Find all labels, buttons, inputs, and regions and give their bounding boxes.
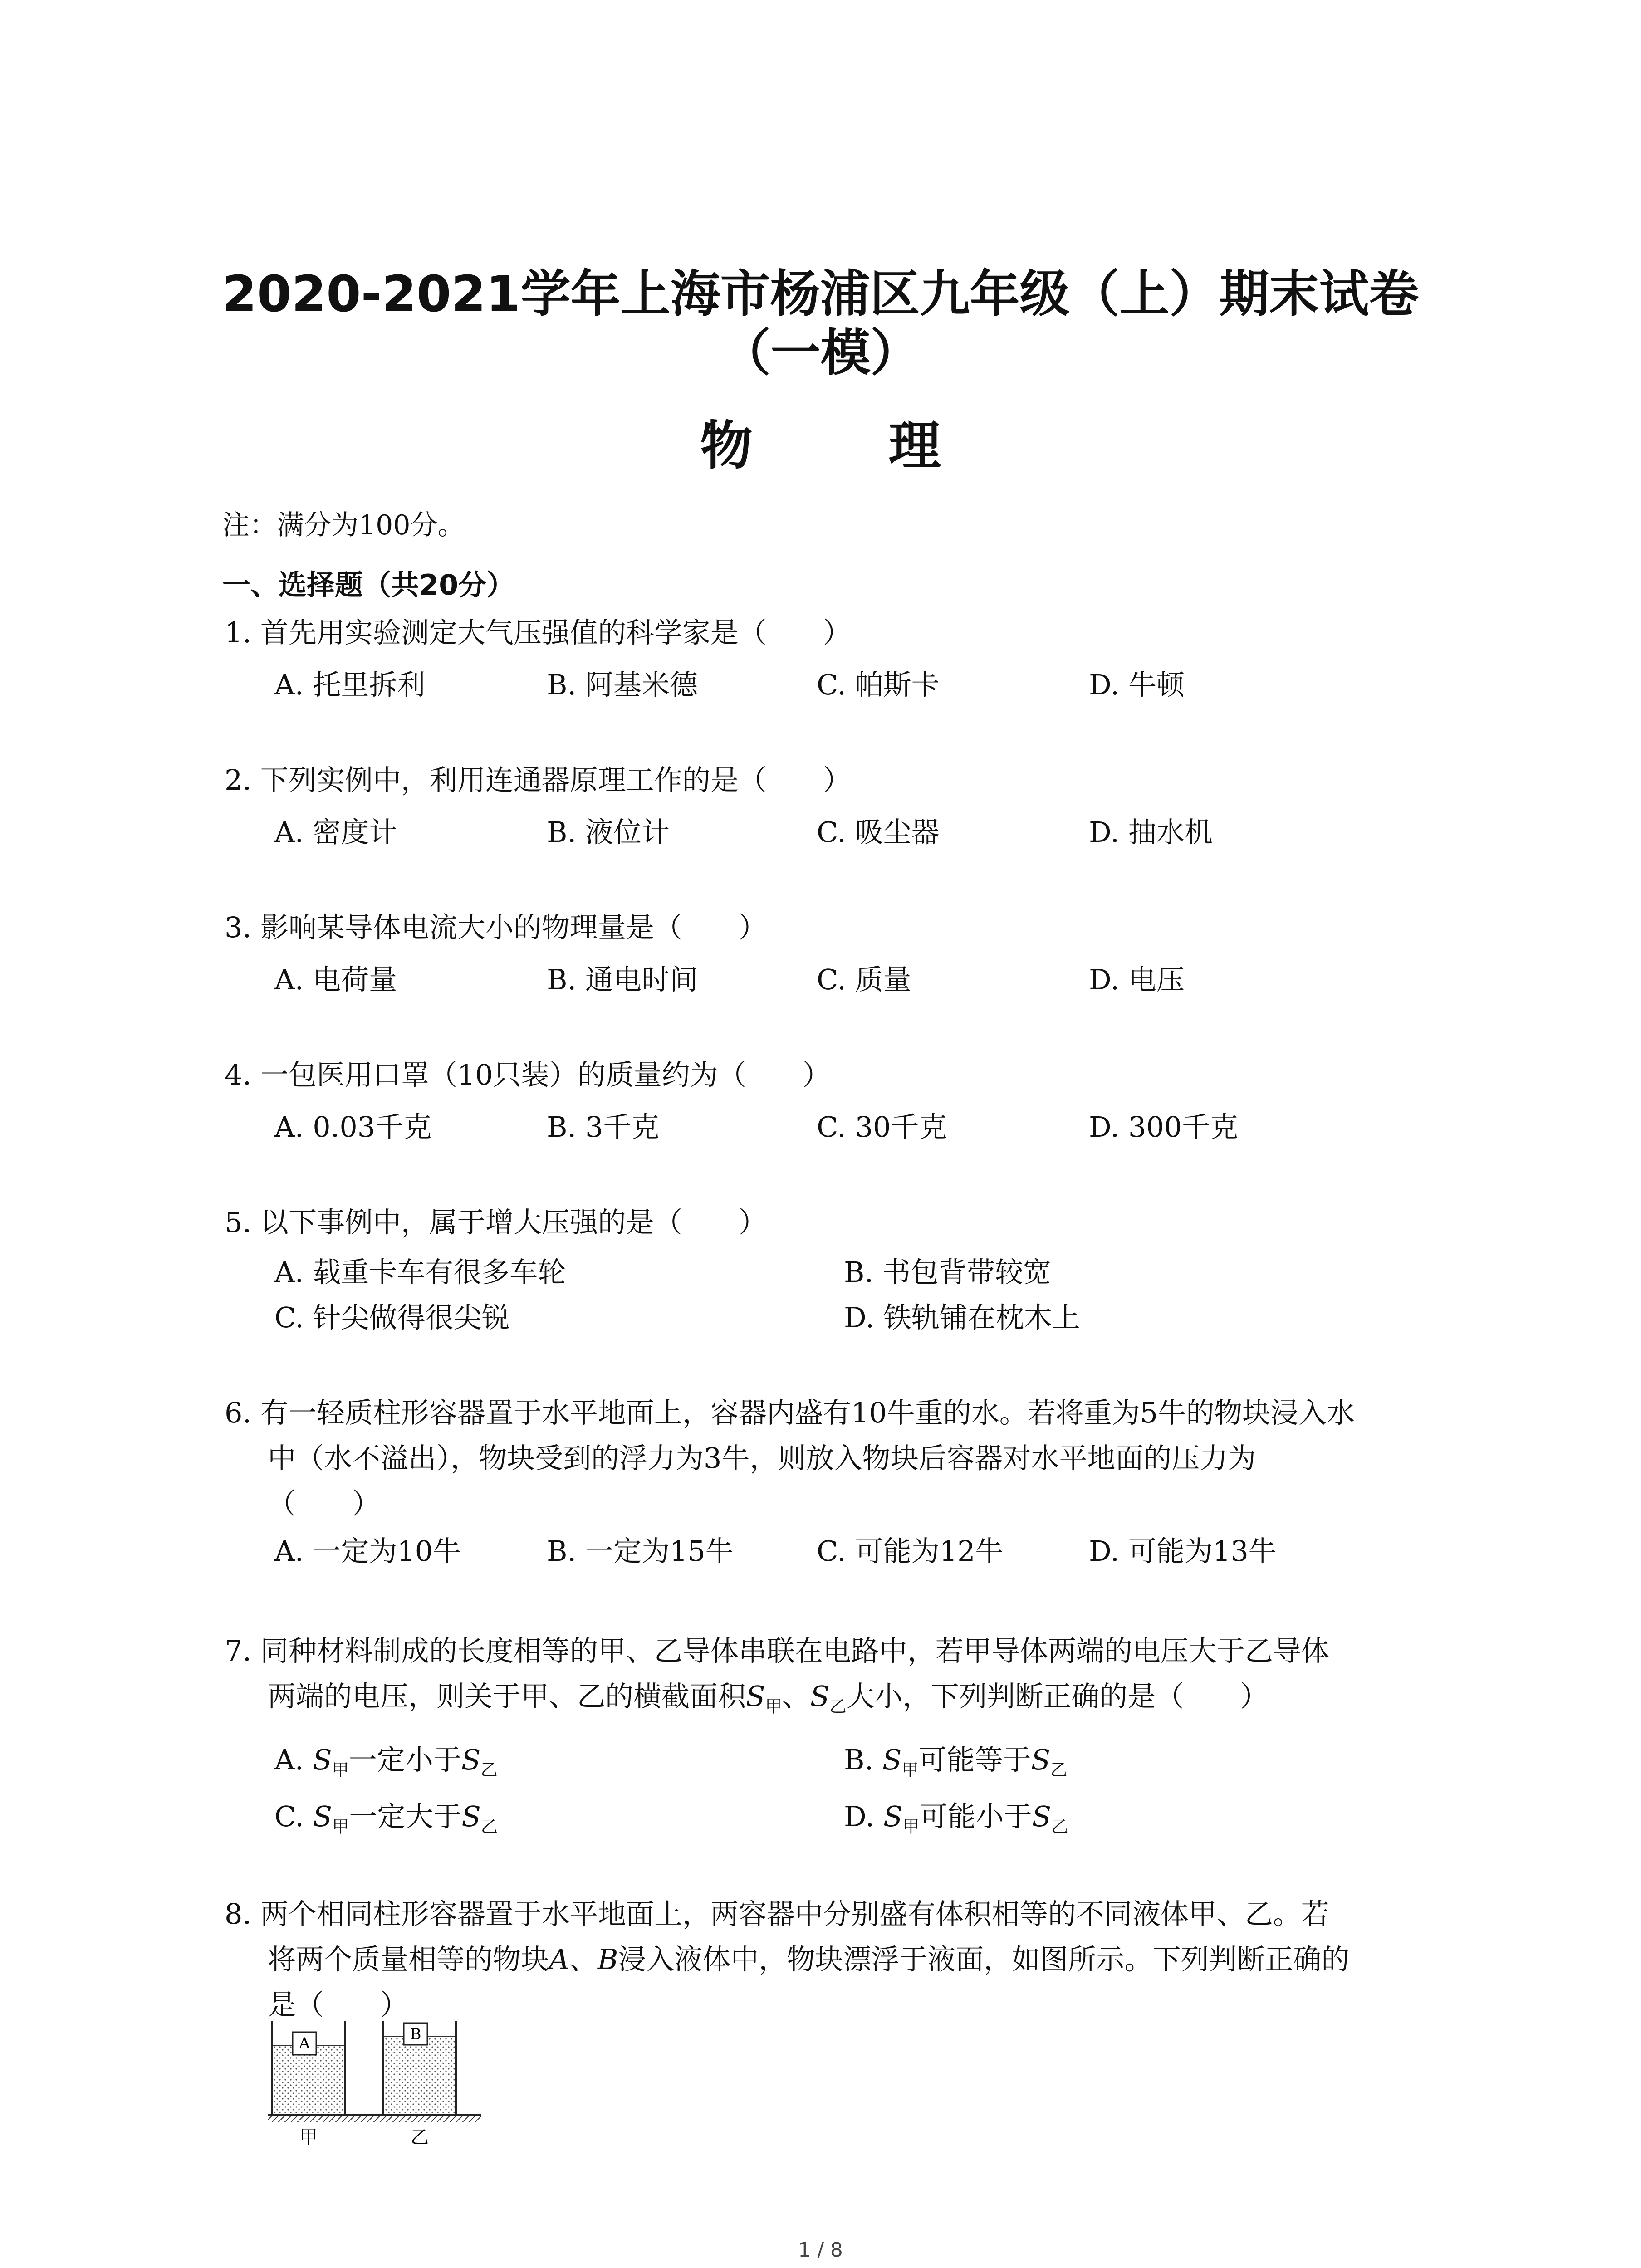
container-jia [272,2021,345,2114]
exam-title-suffix: （一模） [720,324,921,382]
question-stem: 5. 以下事例中，属于增大压强的是（ ） [225,1206,767,1239]
option-b: B. 液位计 [547,816,670,849]
question-stem-line: 将两个质量相等的物块A、B浸入液体中，物块漂浮于液面，如图所示。下列判断正确的 [268,1943,1350,1976]
option-b: B. $S_甲$可能等于$S_乙$ [844,1743,1068,1780]
option-d: D. 抽水机 [1089,816,1213,849]
option-c: C. $S_甲$一定大于$S_乙$ [274,1800,498,1837]
option-a: A. 托里拆利 [274,668,426,701]
option-a: A. 密度计 [274,816,397,849]
option-a: A. 一定为10牛 [274,1535,461,1568]
question-7 [225,1628,1329,1729]
option-a: A. 电荷量 [274,963,397,996]
option-c: C. 针尖做得很尖锐 [274,1301,510,1334]
ground-hatch [268,2116,481,2122]
question-stem: 6. 有一轻质柱形容器置于水平地面上，容器内盛有10牛重的水。若将重为5牛的物块浸入水 [225,1396,1355,1429]
question-stem: 3. 影响某导体电流大小的物理量是（ ） [225,911,767,944]
question-3 [225,905,767,950]
option-d: D. 可能为13牛 [1089,1535,1277,1568]
question-stem: 8. 两个相同柱形容器置于水平地面上，两容器中分别盛有体积相等的不同液体甲、乙。若 [225,1897,1329,1931]
option-d: D. $S_甲$可能小于$S_乙$ [844,1800,1068,1837]
option-d: D. 电压 [1089,963,1185,996]
option-c: C. 30千克 [817,1110,947,1144]
question-stem: 1. 首先用实验测定大气压强值的科学家是（ ） [225,616,851,649]
question-1 [225,610,851,655]
question-stem: 4. 一包医用口罩（10只装）的质量约为（ ） [225,1058,831,1091]
option-c: C. 可能为12牛 [817,1535,1004,1568]
option-c: C. 吸尘器 [817,816,940,849]
block-b-label: B [410,2025,421,2043]
question-stem-line: 两端的电压，则关于甲、乙的横截面积$S_甲$、$S_乙$大小，下列判断正确的是（ ） [268,1680,1269,1716]
option-a: A. 0.03千克 [274,1110,432,1144]
score-note: 注：满分为100分。 [222,509,465,541]
exam-title: 2020-2021学年上海市杨浦区九年级（上）期末试卷 [222,265,1419,323]
subject-title: 物 理 [700,415,1000,476]
question-8 [225,1892,1349,2028]
question-stem-line: 中（水不溢出），物块受到的浮力为3牛，则放入物块后容器对水平地面的压力为 [268,1442,1256,1475]
block-a-label: A [299,2034,310,2053]
liquid-jia [273,2046,344,2114]
question-6 [225,1390,1355,1526]
question-stem: 7. 同种材料制成的长度相等的甲、乙导体串联在电路中，若甲导体两端的电压大于乙导体 [225,1634,1329,1667]
liquid-yi [384,2037,455,2114]
page-number: 1 / 8 [798,2239,843,2262]
question-stem-line: 是（ ） [268,1988,409,2021]
option-b: B. 书包背带较宽 [844,1256,1051,1289]
option-a: A. 载重卡车有很多车轮 [274,1256,566,1289]
option-d: D. 牛顿 [1089,668,1185,701]
question-stem: 2. 下列实例中，利用连通器原理工作的是（ ） [225,763,851,797]
option-b: B. 一定为15牛 [547,1535,734,1568]
question-2 [225,758,851,803]
containers-figure [268,2019,485,2150]
option-c: C. 质量 [817,963,911,996]
label-yi: 乙 [411,2127,429,2148]
question-4 [225,1052,831,1098]
option-b: B. 通电时间 [547,963,698,996]
option-d: D. 铁轨铺在枕木上 [844,1301,1080,1334]
option-b: B. 阿基米德 [547,668,698,701]
question-5 [225,1200,767,1245]
option-d: D. 300千克 [1089,1110,1239,1144]
option-b: B. 3千克 [547,1110,660,1144]
option-c: C. 帕斯卡 [817,668,940,701]
section-heading: 一、选择题（共20分） [222,568,515,601]
label-jia: 甲 [299,2127,318,2148]
question-stem-line: （ ） [268,1487,381,1520]
container-yi [383,2021,456,2114]
option-a: A. $S_甲$一定小于$S_乙$ [274,1743,498,1780]
